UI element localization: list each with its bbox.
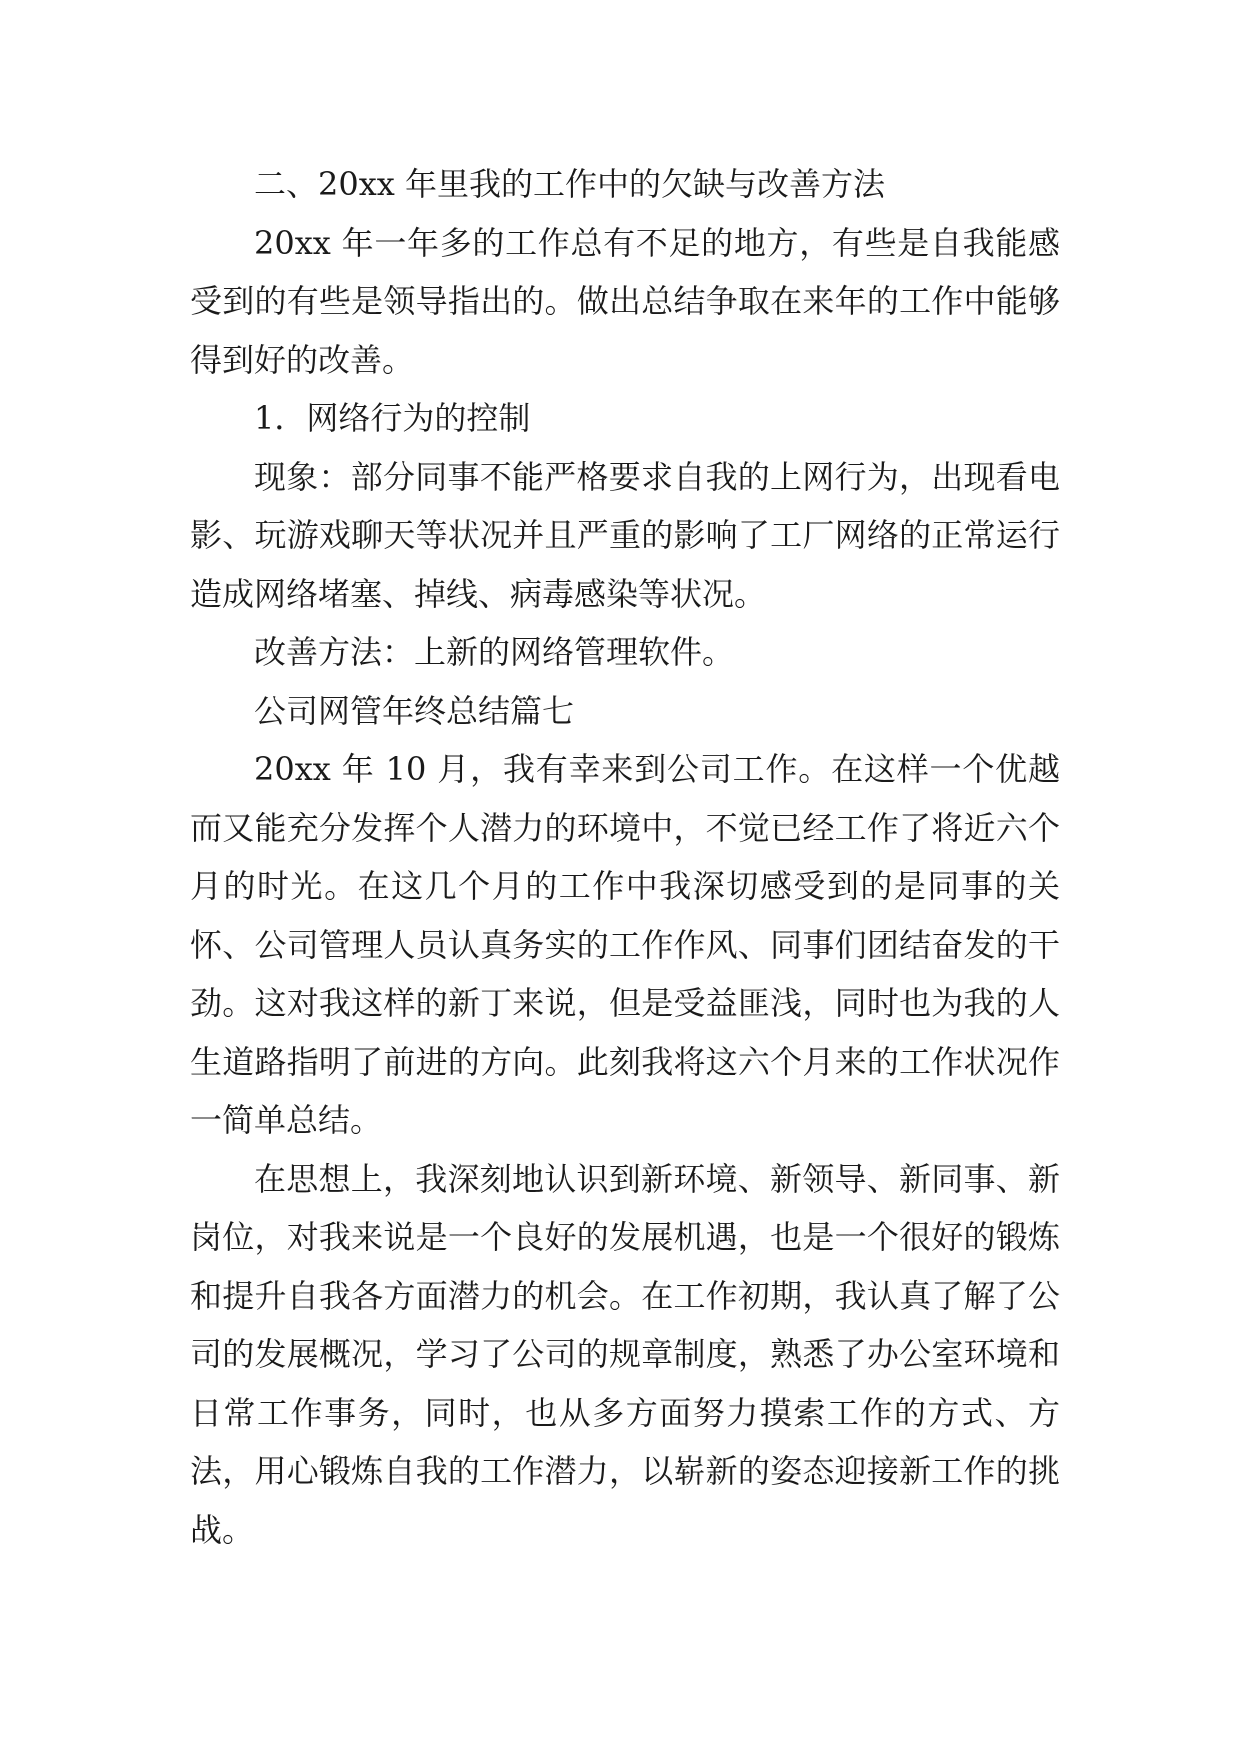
list-item-heading: 1．网络行为的控制 [254, 399, 531, 437]
paragraph: 改善方法：上新的网络管理软件。 [254, 633, 735, 671]
section-heading: 二、20xx 年里我的工作中的欠缺与改善方法 [254, 165, 885, 203]
paragraph: 现象：部分同事不能严格要求自我的上网行为，出现看电影、玩游戏聊天等状况并且严重的影响了工厂网络的正常运行造成网络堵塞、掉线、病毒感染等状况。 [190, 457, 1060, 613]
paragraph: 20xx 年一年多的工作总有不足的地方，有些是自我能感受到的有些是领导指出的。做出总结争取在来年的工作中能够得到好的改善。 [190, 223, 1060, 379]
document-body [190, 155, 1060, 1559]
paragraph: 在思想上，我深刻地认识到新环境、新领导、新同事、新岗位，对我来说是一个良好的发展机遇，也是一个很好的锻炼和提升自我各方面潜力的机会。在工作初期，我认真了解了公司的发展概况，学习了公司的规章制度，熟悉了办公室环境和日常工作事务，同时，也从多方面努力摸索工作的方式、方法，用心锻炼自我的工作潜力，以崭新的姿态迎接新工作的挑战。 [190, 1159, 1060, 1549]
paragraph: 20xx 年 10 月，我有幸来到公司工作。在这样一个优越而又能充分发挥个人潜力的环境中，不觉已经工作了将近六个月的时光。在这几个月的工作中我深切感受到的是同事的关怀、公司管理人员认真务实的工作作风、同事们团结奋发的干劲。这对我这样的新丁来说，但是受益匪浅，同时也为我的人生道路指明了前进的方向。此刻我将这六个月来的工作状况作一简单总结。 [190, 750, 1060, 1139]
article-title: 公司网管年终总结篇七 [254, 691, 575, 730]
